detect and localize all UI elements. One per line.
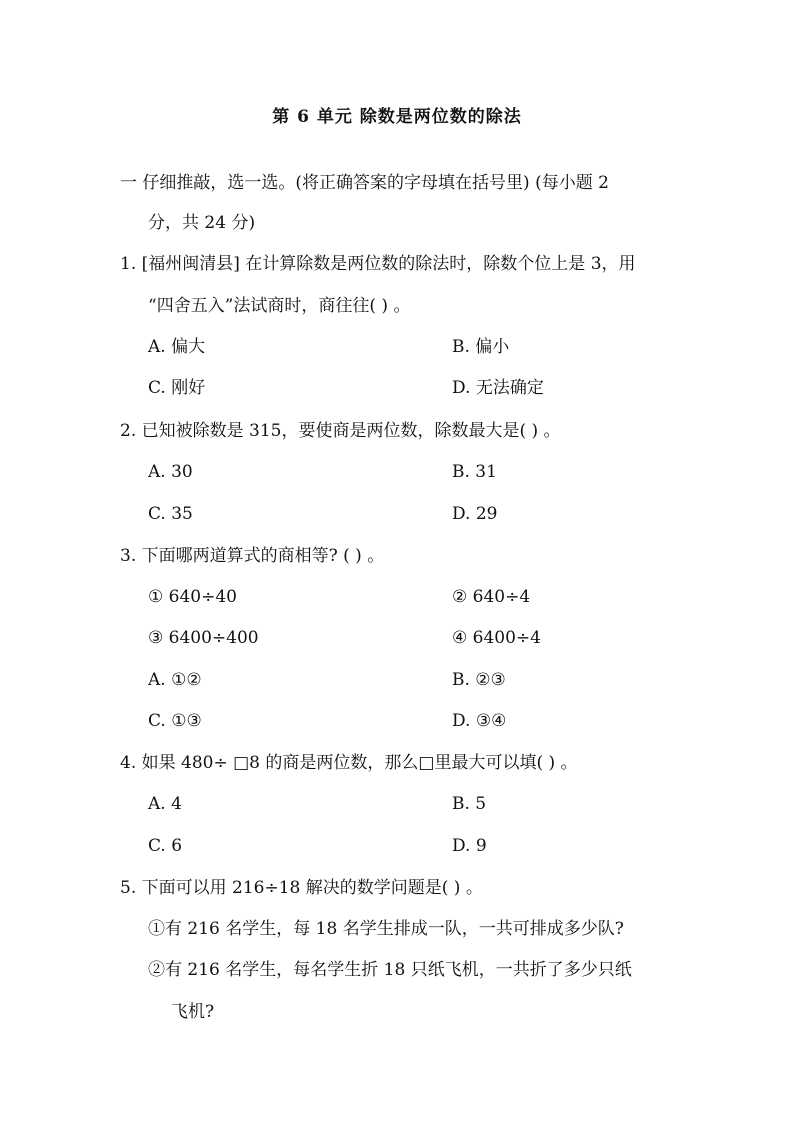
- question-4-option-b: B. 5: [452, 794, 487, 814]
- question-4-option-d: D. 9: [452, 836, 487, 856]
- question-5-item-1: ①有 216 名学生，每 18 名学生排成一队，一共可排成多少队?: [148, 919, 624, 939]
- question-1-line1: 1. [福州闽清县] 在计算除数是两位数的除法时，除数个位上是 3，用: [120, 254, 636, 274]
- question-1-option-d: D. 无法确定: [452, 378, 544, 398]
- question-3-option-a: A. ①②: [148, 670, 202, 690]
- question-1-line2: “四舍五入”法试商时，商往往( ) 。: [148, 296, 411, 316]
- question-2-line1: 2. 已知被除数是 315，要使商是两位数，除数最大是( ) 。: [120, 421, 561, 441]
- question-1-option-a: A. 偏大: [148, 337, 206, 357]
- question-4-option-a: A. 4: [148, 794, 182, 814]
- question-5-line1: 5. 下面可以用 216÷18 解决的数学问题是( ) 。: [120, 878, 483, 898]
- question-5-item-2: ②有 216 名学生，每名学生折 18 只纸飞机，一共折了多少只纸: [148, 960, 632, 980]
- question-3-option-b: B. ②③: [452, 670, 506, 690]
- question-3-item-1: ① 640÷40: [148, 587, 237, 607]
- question-3-line1: 3. 下面哪两道算式的商相等? ( ) 。: [120, 546, 385, 566]
- question-1-option-c: C. 刚好: [148, 378, 206, 398]
- question-1-option-b: B. 偏小: [452, 337, 510, 357]
- question-2-option-c: C. 35: [148, 504, 193, 524]
- question-2-option-b: B. 31: [452, 462, 497, 482]
- question-3-item-3: ③ 6400÷400: [148, 628, 259, 648]
- section-heading-line2: 分，共 24 分): [148, 213, 256, 233]
- question-3-option-d: D. ③④: [452, 711, 507, 731]
- page-title: 第 6 单元 除数是两位数的除法: [272, 107, 522, 127]
- question-5-item-2-continued: 飞机?: [171, 1002, 215, 1022]
- question-2-option-a: A. 30: [148, 462, 193, 482]
- question-3-item-4: ④ 6400÷4: [452, 628, 541, 648]
- question-3-item-2: ② 640÷4: [452, 587, 531, 607]
- question-4-line1: 4. 如果 480÷ □8 的商是两位数，那么□里最大可以填( ) 。: [120, 753, 578, 773]
- question-4-option-c: C. 6: [148, 836, 183, 856]
- question-3-option-c: C. ①③: [148, 711, 202, 731]
- question-2-option-d: D. 29: [452, 504, 498, 524]
- section-heading-line1: 一 仔细推敲，选一选。(将正确答案的字母填在括号里) (每小题 2: [120, 173, 609, 193]
